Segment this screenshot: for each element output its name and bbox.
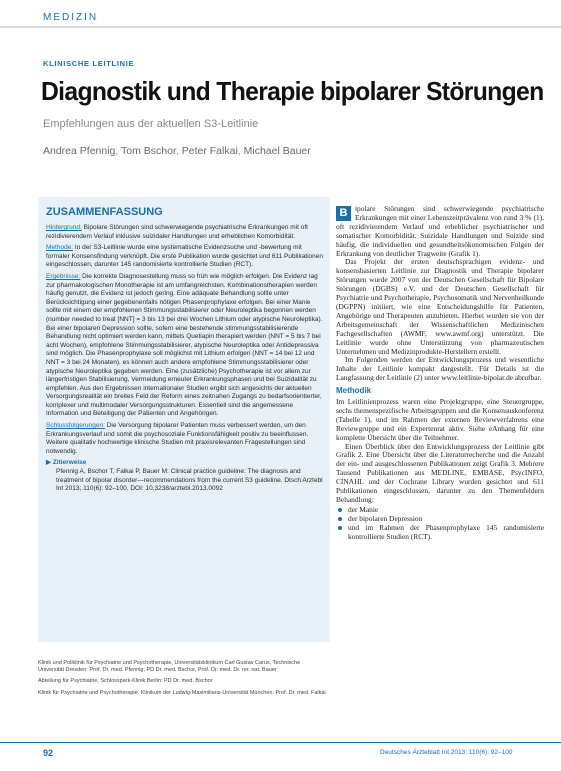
article-title: Diagnostik und Therapie bipolarer Störungen [41, 76, 544, 106]
summary-label: Schlussfolgerungen: [46, 422, 105, 430]
body-paragraph: Im Folgenden werden der Entwicklungsprozess und wesentliche Inhalte der Leitlinie kompakt dargestellt. Für Details ist die Langfassung der Leitlinie (2) unter www.leitlinie-bipolar.de abrufbar. [336, 355, 544, 383]
bullet-list [336, 506, 544, 542]
body-column [336, 205, 544, 542]
drop-cap: B [336, 206, 351, 221]
footnote: Klinik für Psychiatrie und Psychotherapie, Klinikum der Ludwig-Maximilians-Universität München: Prof. Dr. med. Falkai [38, 689, 326, 696]
summary-results: Ergebnisse: Die korrekte Diagnosestellung muss so früh wie möglich erfolgen. Die Evidenz lag zur pharmakologischen Monotherapie ist am umfangreichsten. Kombinationstherapien werden häufig genutzt, die Evidenz ist jedoch gering. Eine adäquate Behandlung sollte unter Berücksichtigung einer gegebenenfalls nötigen Phasenprophylaxe erfolgen. Bei einer Manie sollte mit einem der empfohlenen Stimmungsstabilisierer oder Neuroleptika begonnen werden (number needed to treat [NNT] = 3 bis 13 bei drei Wochen Lithium oder atypische Neuroleptika). Bei einer bipolaren Depression sollte, sofern eine bestehende stimmungsstabilisierende Behandlung nicht optimiert werden kann, mittels Quetiapin therapiert werden (NNT = 5 bis 7 bei acht Wochen), empfohlene Stimmungsstabilisierer, atypische Neuroleptika oder Antidepressiva sind möglich. Die Phasenprophylaxe soll möglichst mit Lithium erfolgen (NNT = 14 bei 12 und NNT = 3 bei 24 Monaten), es können auch andere empfohlene Stimmungsstabilisierer oder atypische Neuroleptika gegeben werden. Eine (zusätzliche) Psychotherapie ist vor allem zur längerfristigen Stabilisierung, Vermeidung erneuter Erkrankungsphasen und bei Suizidalität zu empfehlen. Aus den Ergebnissen internationaler Studien ergibt sich angesichts der aktuellen Versorgungsrealität ein breites Feld der Reform eines zeitnahen Zugangs zu bedarfsorientierter, komplexer und multimodaler Versorgungsstrukturen. Essentiell sind die angemessene Information und Beteiligung der Patienten und Angehörigen. [46, 272, 323, 418]
list-item: der bipolaren Depression [336, 515, 544, 524]
body-paragraph: Das Projekt der ersten deutschsprachigen evidenz- und konsensbasierten Leitlinie zur Diagnostik und Therapie bipolarer Störungen wurde 2007 von der Deutschen Gesellschaft für Bipolare Störungen (DGBS) e.V. und der Deutschen Gesellschaft für Psychiatrie und Psychotherapie, Psychosomatik und Nervenheilkunde (DGPPN) initiiert, wie eine Entscheidungshilfe für Patienten, Angehörige und Therapeuten anzubieten. Hierbei wurden sie von der Arbeitsgemeinschaft der Wissenschaftlichen Medizinischen Fachgesellschaften (AWMF, www.awmf.org) unterstützt. Die Leitlinie wurde ohne Unterstützung von pharmazeutischen Unternehmen und Medizinprodukte-Herstellern erstellt. [336, 257, 544, 356]
citation-heading: ▶ Zitierweise [46, 459, 87, 467]
summary-label: Ergebnisse: [46, 272, 81, 280]
summary-heading: ZUSAMMENFASSUNG [46, 206, 163, 218]
footer-rule [0, 742, 561, 743]
article-subtitle: Empfehlungen aus der aktuellen S3-Leitlinie [43, 118, 259, 130]
author-name: Tom Bschor [121, 145, 176, 157]
page-number: 92 [43, 748, 54, 758]
footnote: Abteilung für Psychiatrie, Schlosspark-Klinik Berlin: PD Dr. med. Bschor [38, 678, 213, 685]
section-tag: MEDIZIN [43, 12, 99, 23]
author-name: Peter Falkai [181, 145, 238, 157]
summary-body [46, 224, 324, 494]
affiliation-footnotes [38, 660, 326, 701]
summary-background: Hintergrund: Bipolare Störungen sind schwerwiegende psychiatrische Erkrankungen mit oft rezidivierendem Verlauf inklusive suizidaler Handlungen und erheblichen Komorbidität. [46, 224, 308, 240]
arrow-right-icon: ▶ [46, 459, 53, 467]
list-item: der Manie [336, 506, 544, 515]
list-item: und im Rahmen der Phasenprophylaxe 145 randomisierte kontrollierte Studien (RCT). [336, 524, 544, 542]
author-name: Andrea Pfennig [43, 145, 116, 157]
section-heading-methods: Methodik [336, 386, 372, 396]
body-paragraph: Einen Überblick über den Entwicklungsprozess der Leitlinie gibt Grafik 2. Eine Übersicht über die Literaturrecherche und die Anzahl der ein- und ausgeschlossenen Publikationen zeigt Grafik 3. Mehrere Tausend Publikationen aus MEDLINE, EMBASE, PsycINFO, CINAHL und der Cochrane Library wurden gesichtet und 611 Publikationen eingeschlossen, darunter zu den Themenfeldern Behandlung: [336, 441, 544, 504]
summary-methods: Methode: In der S3-Leitlinie wurde eine systematische Evidenzsuche und -bewertung mit formaler Konsensfindung verknüpft. Die erste Publikation wurde gesichtet und 611 Publikationen eingeschlossen, darunter 145 randomisierte kontrollierte Studien (RCT). [46, 244, 324, 269]
summary-box [38, 197, 330, 642]
summary-label: Methode: [46, 244, 74, 252]
article-kicker: KLINISCHE LEITLINIE [43, 59, 135, 68]
body-paragraph: B ipolare Störungen sind schwerwiegende psychiatrische Erkrankungen mit einer Lebenszeitprävalenz von rund 3 % (1), oft rezidivierendem Verlauf und erheblicher psychiatrischer und somatischer Komorbidität. Suizidale Handlungen und Suizide sind häufig, die individuellen und gesundheitsökonomischen Folgen der Erkrankung von deutlicher Tragweite (Grafik 1). [336, 204, 544, 258]
citation-text: Pfennig A, Bschor T, Falkai P, Bauer M: Clinical practice guideline: The diagnosis and treatment of bipolar disorder—recommendations from the current S3 guideline. Dtsch Arztebl Int 2013; 110(6): 92–100. DOI: 10.3238/arztebl.2013.0092 [56, 468, 323, 493]
journal-citation: Deutsches Ärzteblatt Int 2013; 110(6): 92–100 [380, 749, 513, 756]
summary-conclusion: Schlussfolgerungen: Die Versorgung bipolarer Patienten muss verbessert werden, um den Erkrankungsverlauf und somit die psychosoziale Funktionsfähigkeit positiv zu beeinflussen. Weitere qualitativ hochwertige klinische Studien mit praxisrelevanten Fragestellungen sind notwendig. [46, 422, 309, 455]
header-rule [0, 26, 561, 28]
summary-label: Hintergrund: [46, 224, 82, 231]
author-name: Michael Bauer [243, 145, 311, 157]
author-list: Andrea Pfennig, Tom Bschor, Peter Falkai, Michael Bauer [43, 145, 311, 157]
body-paragraph: Im Leitlinienprozess waren eine Projektgruppe, eine Steuergruppe, sechs themenspezifische Arbeitsgruppen und die Konsensuskonferenz (Tabelle 1), und im Rahmen der externen Reviewverfahrens eine Reviewgruppe und ein Expertenrat aktiv. Siehe eAnhang für eine komplette Übersicht über die Teilnehmer. [336, 397, 544, 442]
footnote: Klinik und Poliklinik für Psychiatrie und Psychotherapie, Universitätsklinikum Carl Gustav Carus, Technische Universität Dresden: Prof. Dr. med. Pfennig, PD Dr. med. Bschor, Prof. Dr. med. Dr. rer. nat. Bauer [38, 660, 301, 674]
